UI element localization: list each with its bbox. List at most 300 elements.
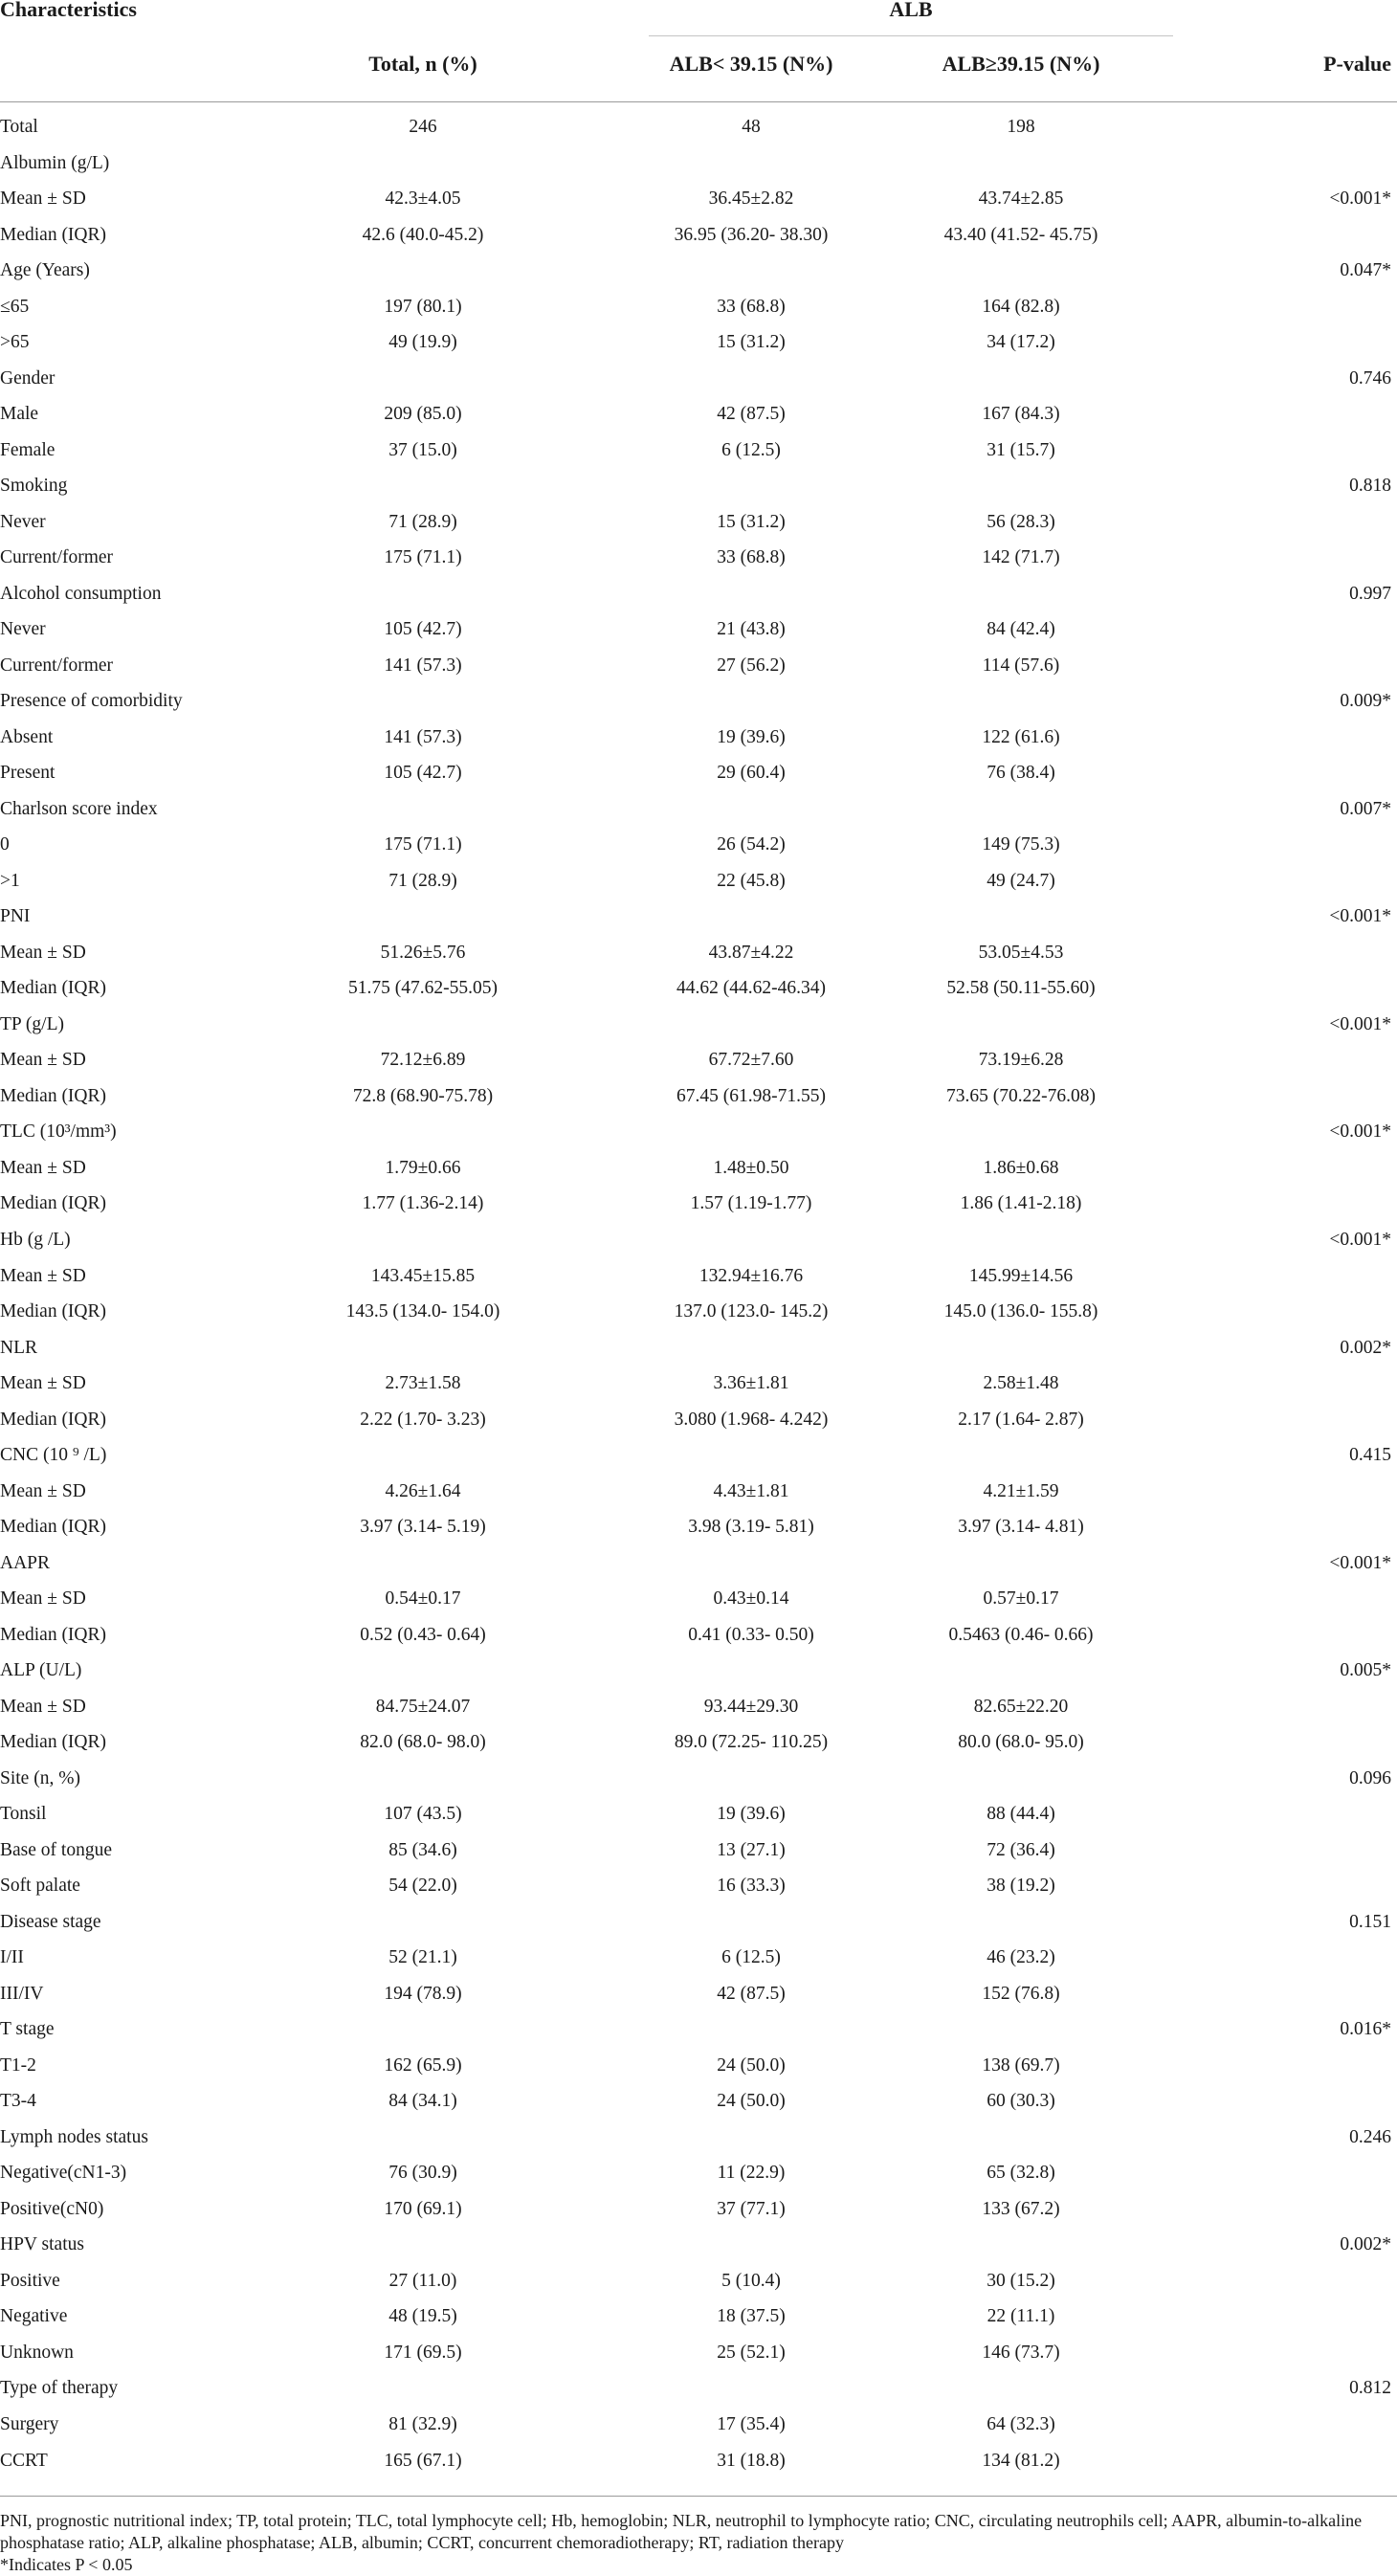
alb-high-cell: 152 (76.8)	[982, 1983, 1060, 2004]
alb-high-cell: 138 (69.7)	[982, 2054, 1060, 2076]
pvalue-cell: 0.016*	[1340, 2019, 1391, 2040]
alb-low-cell: 1.57 (1.19-1.77)	[690, 1193, 812, 1214]
pvalue-cell: 0.009*	[1340, 691, 1391, 712]
row-label: Median (IQR)	[0, 1517, 107, 1538]
table-row	[0, 2158, 1397, 2194]
alb-low-cell: 24 (50.0)	[717, 2054, 786, 2076]
row-label: Soft palate	[0, 1876, 80, 1897]
total-cell: 72.8 (68.90-75.78)	[352, 1085, 494, 1106]
alb-high-cell: 73.65 (70.22-76.08)	[946, 1085, 1096, 1106]
table-row	[0, 543, 1397, 579]
row-label: Base of tongue	[0, 1839, 112, 1860]
total-cell: 141 (57.3)	[384, 726, 462, 747]
table-row	[0, 1799, 1397, 1835]
row-label: Mean ± SD	[0, 1588, 86, 1610]
table-row	[0, 1764, 1397, 1800]
row-label: T1-2	[0, 2054, 36, 2076]
alb-low-column-header: ALB< 39.15 (N%)	[669, 52, 833, 76]
pvalue-cell: 0.151	[1349, 1911, 1391, 1932]
table-header-columns	[0, 36, 1397, 102]
table-row	[0, 2194, 1397, 2231]
table-row	[0, 973, 1397, 1010]
total-cell: 84 (34.1)	[388, 2091, 457, 2112]
alb-low-cell: 44.62 (44.62-46.34)	[676, 978, 826, 999]
table-row	[0, 1620, 1397, 1656]
alb-high-cell: 30 (15.2)	[987, 2270, 1055, 2291]
alb-low-cell: 31 (18.8)	[717, 2450, 786, 2471]
table-row	[0, 901, 1397, 938]
table-row	[0, 1188, 1397, 1225]
table-row	[0, 1045, 1397, 1081]
alb-high-cell: 4.21±1.59	[983, 1480, 1059, 1501]
row-label: ALP (U/L)	[0, 1660, 82, 1681]
alb-high-cell: 1.86 (1.41-2.18)	[960, 1193, 1082, 1214]
row-label: Present	[0, 763, 55, 784]
row-label: Smoking	[0, 476, 68, 497]
characteristics-header: Characteristics	[0, 0, 137, 21]
alb-low-cell: 19 (39.6)	[717, 726, 786, 747]
alb-low-cell: 3.98 (3.19- 5.81)	[688, 1517, 814, 1538]
alb-low-cell: 3.080 (1.968- 4.242)	[674, 1409, 829, 1430]
row-label: Positive	[0, 2270, 60, 2291]
total-cell: 209 (85.0)	[384, 404, 462, 425]
alb-low-cell: 26 (54.2)	[717, 834, 786, 855]
alb-high-cell: 22 (11.1)	[987, 2306, 1055, 2327]
row-label: Age (Years)	[0, 260, 90, 281]
total-cell: 170 (69.1)	[384, 2198, 462, 2219]
alb-high-cell: 65 (32.8)	[987, 2163, 1055, 2184]
table-row	[0, 2446, 1397, 2482]
alb-high-cell: 145.99±14.56	[968, 1265, 1074, 1286]
total-cell: 52 (21.1)	[388, 1947, 457, 1968]
table-row	[0, 1225, 1397, 1261]
alb-low-cell: 24 (50.0)	[717, 2091, 786, 2112]
row-label: Median (IQR)	[0, 978, 107, 999]
alb-low-cell: 36.45±2.82	[708, 189, 794, 210]
row-label: Mean ± SD	[0, 1157, 86, 1178]
total-cell: 49 (19.9)	[388, 332, 457, 353]
row-label: Hb (g /L)	[0, 1229, 71, 1250]
table-row	[0, 2301, 1397, 2338]
alb-low-cell: 17 (35.4)	[717, 2414, 786, 2434]
row-label: Median (IQR)	[0, 1732, 107, 1753]
alb-low-cell: 137.0 (123.0- 145.2)	[674, 1301, 829, 1322]
table-row	[0, 2122, 1397, 2159]
table-row	[0, 1368, 1397, 1405]
pvalue-column-header: P-value	[1323, 52, 1391, 76]
total-cell: 141 (57.3)	[384, 655, 462, 676]
alb-low-cell: 132.94±16.76	[698, 1265, 804, 1286]
alb-low-cell: 42 (87.5)	[717, 1983, 786, 2004]
alb-high-cell: 146 (73.7)	[982, 2342, 1060, 2363]
alb-low-cell: 22 (45.8)	[717, 870, 786, 891]
alb-high-cell: 2.17 (1.64- 2.87)	[958, 1409, 1084, 1430]
total-cell: 194 (78.9)	[384, 1983, 462, 2004]
table-row	[0, 1405, 1397, 1441]
pvalue-cell: 0.005*	[1340, 1660, 1391, 1681]
total-cell: 2.22 (1.70- 3.23)	[360, 1409, 486, 1430]
row-label: Absent	[0, 726, 54, 747]
row-label: AAPR	[0, 1552, 51, 1573]
alb-low-cell: 15 (31.2)	[717, 332, 786, 353]
table-row	[0, 1584, 1397, 1620]
table-header-top	[0, 0, 1397, 36]
row-label: PNI	[0, 906, 31, 927]
alb-low-cell: 3.36±1.81	[713, 1373, 789, 1394]
total-cell: 1.79±0.66	[385, 1157, 461, 1178]
row-label: Alcohol consumption	[0, 583, 162, 604]
alb-high-cell: 84 (42.4)	[987, 619, 1055, 640]
table-row	[0, 327, 1397, 364]
table-row	[0, 579, 1397, 615]
table-row	[0, 2230, 1397, 2266]
alb-low-cell: 19 (39.6)	[717, 1804, 786, 1825]
row-label: Never	[0, 619, 46, 640]
alb-high-cell: 38 (19.2)	[987, 1876, 1055, 1897]
table-row	[0, 1548, 1397, 1585]
alb-low-cell: 42 (87.5)	[717, 404, 786, 425]
alb-high-cell: 73.19±6.28	[978, 1050, 1064, 1071]
row-label: Median (IQR)	[0, 1409, 107, 1430]
alb-high-cell: 114 (57.6)	[982, 655, 1060, 676]
table-row	[0, 507, 1397, 544]
row-label: ≤65	[0, 296, 30, 317]
pvalue-cell: <0.001*	[1329, 906, 1391, 927]
alb-high-cell: 31 (15.7)	[987, 439, 1055, 460]
total-cell: 71 (28.9)	[388, 511, 457, 532]
table-row	[0, 1477, 1397, 1513]
total-cell: 54 (22.0)	[388, 1876, 457, 1897]
alb-low-cell: 33 (68.8)	[717, 296, 786, 317]
total-cell: 2.73±1.58	[385, 1373, 461, 1394]
pvalue-cell: 0.246	[1349, 2126, 1391, 2147]
table-row	[0, 1943, 1397, 1979]
alb-high-cell: 149 (75.3)	[982, 834, 1060, 855]
row-label: Male	[0, 404, 39, 425]
alb-low-cell: 13 (27.1)	[717, 1839, 786, 1860]
alb-high-cell: 43.40 (41.52- 45.75)	[943, 224, 1098, 245]
pvalue-cell: 0.096	[1349, 1767, 1391, 1788]
table-row	[0, 938, 1397, 974]
alb-high-cell: 43.74±2.85	[978, 189, 1064, 210]
alb-low-cell: 16 (33.3)	[717, 1876, 786, 1897]
table-row	[0, 471, 1397, 507]
table-row	[0, 1297, 1397, 1333]
total-cell: 4.26±1.64	[385, 1480, 461, 1501]
total-cell: 51.26±5.76	[380, 942, 466, 963]
row-label: Median (IQR)	[0, 224, 107, 245]
alb-low-cell: 37 (77.1)	[717, 2198, 786, 2219]
row-label: Positive(cN0)	[0, 2198, 104, 2219]
row-label: Median (IQR)	[0, 1085, 107, 1106]
table-row	[0, 1692, 1397, 1728]
row-label: Disease stage	[0, 1911, 101, 1932]
total-cell: 162 (65.9)	[384, 2054, 462, 2076]
row-label: Female	[0, 439, 55, 460]
pvalue-cell: <0.001*	[1329, 1229, 1391, 1250]
pvalue-cell: <0.001*	[1329, 1121, 1391, 1143]
alb-high-cell: 134 (81.2)	[982, 2450, 1060, 2471]
total-cell: 171 (69.5)	[384, 2342, 462, 2363]
total-cell: 107 (43.5)	[384, 1804, 462, 1825]
table-row	[0, 399, 1397, 435]
alb-high-cell: 49 (24.7)	[987, 870, 1055, 891]
row-label: Negative(cN1-3)	[0, 2163, 127, 2184]
total-cell: 165 (67.1)	[384, 2450, 462, 2471]
pvalue-cell: 0.997	[1349, 583, 1391, 604]
alb-low-cell: 29 (60.4)	[717, 763, 786, 784]
pvalue-cell: 0.047*	[1340, 260, 1391, 281]
pvalue-cell: 0.818	[1349, 476, 1391, 497]
pvalue-cell: 0.007*	[1340, 798, 1391, 819]
total-cell: 1.77 (1.36-2.14)	[362, 1193, 484, 1214]
pvalue-cell: <0.001*	[1329, 1552, 1391, 1573]
row-label: Median (IQR)	[0, 1301, 107, 1322]
table-row	[0, 758, 1397, 794]
alb-low-cell: 15 (31.2)	[717, 511, 786, 532]
total-cell: 105 (42.7)	[384, 619, 462, 640]
row-label: CNC (10 ⁹ /L)	[0, 1445, 107, 1466]
table-row	[0, 830, 1397, 866]
alb-low-cell: 67.72±7.60	[708, 1050, 794, 1071]
table-row	[0, 1655, 1397, 1692]
alb-high-cell: 76 (38.4)	[987, 763, 1055, 784]
pvalue-cell: <0.001*	[1329, 1013, 1391, 1034]
table-row	[0, 255, 1397, 292]
row-label: Albumin (g/L)	[0, 152, 110, 173]
alb-low-cell: 6 (12.5)	[721, 1947, 781, 1968]
table-row	[0, 1081, 1397, 1118]
table-row	[0, 2266, 1397, 2302]
table-row	[0, 1117, 1397, 1153]
total-cell: 37 (15.0)	[388, 439, 457, 460]
row-label: Mean ± SD	[0, 1265, 86, 1286]
row-label: Presence of comorbidity	[0, 691, 183, 712]
total-cell: 246	[409, 117, 437, 137]
total-cell: 85 (34.6)	[388, 1839, 457, 1860]
alb-high-column-header: ALB≥39.15 (N%)	[942, 52, 1100, 76]
alb-high-cell: 64 (32.3)	[987, 2414, 1055, 2434]
alb-low-cell: 93.44±29.30	[703, 1696, 799, 1717]
alb-high-cell: 72 (36.4)	[987, 1839, 1055, 1860]
table-row	[0, 435, 1397, 472]
total-cell: 82.0 (68.0- 98.0)	[360, 1732, 486, 1753]
pvalue-cell: 0.415	[1349, 1445, 1391, 1466]
row-label: CCRT	[0, 2450, 48, 2471]
total-cell: 0.52 (0.43- 0.64)	[360, 1624, 486, 1645]
row-label: I/II	[0, 1947, 24, 1968]
alb-high-cell: 133 (67.2)	[982, 2198, 1060, 2219]
table-row	[0, 1333, 1397, 1369]
alb-high-cell: 80.0 (68.0- 95.0)	[958, 1732, 1084, 1753]
alb-high-cell: 145.0 (136.0- 155.8)	[943, 1301, 1098, 1322]
row-label: >1	[0, 870, 20, 891]
alb-low-cell: 18 (37.5)	[717, 2306, 786, 2327]
alb-low-cell: 6 (12.5)	[721, 439, 781, 460]
pvalue-cell: <0.001*	[1329, 189, 1391, 210]
row-label: T3-4	[0, 2091, 36, 2112]
alb-low-cell: 11 (22.9)	[717, 2163, 786, 2184]
total-cell: 27 (11.0)	[388, 2270, 457, 2291]
row-label: Site (n, %)	[0, 1767, 80, 1788]
row-label: Negative	[0, 2306, 68, 2327]
table-row	[0, 2086, 1397, 2122]
table-row	[0, 1871, 1397, 1907]
table-row	[0, 364, 1397, 400]
alb-low-cell: 5 (10.4)	[721, 2270, 781, 2291]
alb-low-cell: 0.43±0.14	[713, 1588, 789, 1610]
alb-high-cell: 56 (28.3)	[987, 511, 1055, 532]
total-cell: 175 (71.1)	[384, 547, 462, 568]
alb-high-cell: 1.86±0.68	[983, 1157, 1059, 1178]
alb-high-cell: 167 (84.3)	[982, 404, 1060, 425]
alb-low-cell: 21 (43.8)	[717, 619, 786, 640]
alb-low-cell: 67.45 (61.98-71.55)	[676, 1085, 826, 1106]
alb-low-cell: 25 (52.1)	[717, 2342, 786, 2363]
table-row	[0, 651, 1397, 687]
alb-high-cell: 82.65±22.20	[973, 1696, 1069, 1717]
alb-low-cell: 48	[742, 117, 761, 137]
total-cell: 51.75 (47.62-55.05)	[348, 978, 498, 999]
alb-low-cell: 1.48±0.50	[713, 1157, 789, 1178]
alb-high-cell: 60 (30.3)	[987, 2091, 1055, 2112]
table-row	[0, 184, 1397, 220]
row-label: Tonsil	[0, 1804, 47, 1825]
row-label: Type of therapy	[0, 2378, 119, 2399]
row-label: TP (g/L)	[0, 1013, 64, 1034]
alb-low-cell: 36.95 (36.20- 38.30)	[674, 224, 829, 245]
significance-footnote: *Indicates P < 0.05	[0, 2555, 133, 2574]
table-row	[0, 1835, 1397, 1872]
total-cell: 42.6 (40.0-45.2)	[362, 224, 484, 245]
pvalue-cell: 0.002*	[1340, 2234, 1391, 2255]
alb-high-cell: 0.57±0.17	[983, 1588, 1059, 1610]
table-row	[0, 1153, 1397, 1189]
table-row	[0, 148, 1397, 185]
row-label: Lymph nodes status	[0, 2126, 148, 2147]
total-cell: 197 (80.1)	[384, 296, 462, 317]
total-cell: 76 (30.9)	[388, 2163, 457, 2184]
row-label: Current/former	[0, 547, 114, 568]
total-cell: 143.45±15.85	[370, 1265, 476, 1286]
row-label: 0	[0, 834, 10, 855]
row-label: Mean ± SD	[0, 1050, 86, 1071]
table-row	[0, 1010, 1397, 1046]
row-label: Current/former	[0, 655, 114, 676]
row-label: Never	[0, 511, 46, 532]
table-row	[0, 1440, 1397, 1477]
total-cell: 3.97 (3.14- 5.19)	[360, 1517, 486, 1538]
table-row	[0, 2338, 1397, 2374]
total-cell: 175 (71.1)	[384, 834, 462, 855]
row-label: Mean ± SD	[0, 189, 86, 210]
alb-low-cell: 33 (68.8)	[717, 547, 786, 568]
alb-high-cell: 88 (44.4)	[987, 1804, 1055, 1825]
row-label: NLR	[0, 1337, 37, 1358]
table-row	[0, 1512, 1397, 1548]
row-label: III/IV	[0, 1983, 44, 2004]
table-row	[0, 686, 1397, 722]
table-row	[0, 722, 1397, 759]
alb-low-cell: 43.87±4.22	[708, 942, 794, 963]
alb-high-cell: 0.5463 (0.46- 0.66)	[948, 1624, 1094, 1645]
alb-high-cell: 2.58±1.48	[983, 1373, 1059, 1394]
row-label: Surgery	[0, 2414, 59, 2434]
total-cell: 72.12±6.89	[380, 1050, 466, 1071]
alb-low-cell: 4.43±1.81	[713, 1480, 789, 1501]
table-row	[0, 2051, 1397, 2087]
row-label: Gender	[0, 367, 55, 389]
row-label: Mean ± SD	[0, 1373, 86, 1394]
total-cell: 105 (42.7)	[384, 763, 462, 784]
total-cell: 42.3±4.05	[385, 189, 461, 210]
row-label: T stage	[0, 2019, 55, 2040]
row-label: Mean ± SD	[0, 1480, 86, 1501]
total-cell: 48 (19.5)	[388, 2306, 457, 2327]
pvalue-cell: 0.002*	[1340, 1337, 1391, 1358]
row-label: HPV status	[0, 2234, 84, 2255]
row-label: Charlson score index	[0, 798, 158, 819]
total-cell: 81 (32.9)	[388, 2414, 457, 2434]
row-label: Mean ± SD	[0, 942, 86, 963]
table-row	[0, 1979, 1397, 2015]
alb-high-cell: 34 (17.2)	[987, 332, 1055, 353]
total-cell: 0.54±0.17	[385, 1588, 461, 1610]
total-cell: 143.5 (134.0- 154.0)	[345, 1301, 500, 1322]
total-cell: 71 (28.9)	[388, 870, 457, 891]
pvalue-cell: 0.746	[1349, 367, 1391, 389]
alb-low-cell: 89.0 (72.25- 110.25)	[674, 1732, 829, 1753]
alb-low-cell: 0.41 (0.33- 0.50)	[688, 1624, 814, 1645]
table-row	[0, 614, 1397, 651]
table-row	[0, 292, 1397, 328]
table-row	[0, 112, 1397, 148]
row-label: Median (IQR)	[0, 1193, 107, 1214]
table-row	[0, 2373, 1397, 2409]
table-row	[0, 1727, 1397, 1764]
table-body	[0, 112, 1397, 2481]
table-row	[0, 2409, 1397, 2446]
table-row	[0, 1261, 1397, 1298]
abbreviations-footnote: PNI, prognostic nutritional index; TP, total protein; TLC, total lymphocyte cell; Hb, hemoglobin; NLR, neutrophil to lymphocyte ratio; CNC, circulating neutrophils cell; AAPR, albumin-to-alkaline phosphatase ratio; ALP, alkaline phosphatase; ALB, albumin; CCRT, concurrent chemoradiotherapy; RT, radiation therapy	[0, 2511, 1363, 2552]
table-row	[0, 2014, 1397, 2051]
row-label: TLC (10³/mm³)	[0, 1121, 117, 1143]
row-label: Unknown	[0, 2342, 74, 2363]
alb-high-cell: 198	[1007, 117, 1035, 137]
pvalue-cell: 0.812	[1349, 2378, 1391, 2399]
total-column-header: Total, n (%)	[368, 52, 477, 76]
alb-group-header: ALB	[889, 0, 933, 21]
alb-low-cell: 27 (56.2)	[717, 655, 786, 676]
table-row	[0, 220, 1397, 256]
alb-high-cell: 52.58 (50.11-55.60)	[946, 978, 1096, 999]
alb-high-cell: 46 (23.2)	[987, 1947, 1055, 1968]
alb-high-cell: 3.97 (3.14- 4.81)	[958, 1517, 1084, 1538]
table-footnotes	[0, 2496, 1397, 2576]
table-row	[0, 1907, 1397, 1943]
table-row	[0, 794, 1397, 831]
alb-high-cell: 142 (71.7)	[982, 547, 1060, 568]
alb-high-cell: 122 (61.6)	[982, 726, 1060, 747]
row-label: Total	[0, 117, 38, 137]
row-label: >65	[0, 332, 30, 353]
table-row	[0, 866, 1397, 902]
row-label: Mean ± SD	[0, 1696, 86, 1717]
row-label: Median (IQR)	[0, 1624, 107, 1645]
total-cell: 84.75±24.07	[375, 1696, 471, 1717]
alb-high-cell: 164 (82.8)	[982, 296, 1060, 317]
alb-high-cell: 53.05±4.53	[978, 942, 1064, 963]
